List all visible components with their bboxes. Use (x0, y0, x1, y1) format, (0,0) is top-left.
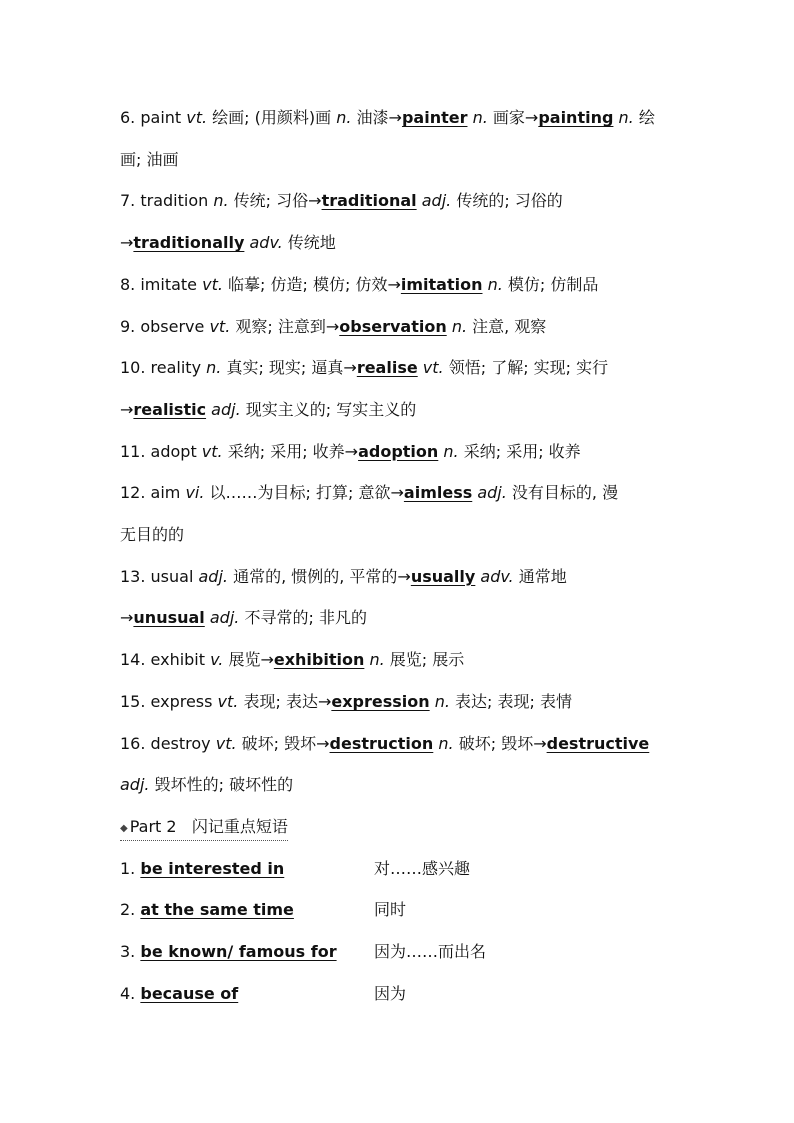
phrase-row (120, 973, 676, 1015)
part-of-speech: n. (472, 108, 488, 127)
derived-word: exhibition (273, 650, 365, 670)
entry-line (120, 556, 676, 598)
entry-line (120, 180, 676, 222)
phrase-list (120, 848, 676, 1015)
entry-line (120, 347, 676, 389)
entry-text: 传统; 习俗→ (228, 191, 322, 211)
entry-line (120, 306, 676, 348)
derived-word: destructive (546, 733, 650, 753)
part-of-speech: n. (618, 108, 634, 127)
entry-text: 10. reality (120, 358, 207, 378)
derived-word: painting (538, 108, 614, 127)
entry-text: 模仿; 仿制品 (502, 274, 599, 294)
phrase-text: be interested in (140, 858, 285, 878)
derived-word: imitation (400, 274, 483, 294)
entry-text: 以……为目标; 打算; 意欲→ (204, 483, 404, 503)
entry-text: → (120, 233, 134, 253)
phrase-row (120, 931, 676, 973)
vocabulary-list (120, 97, 676, 806)
derived-word: expression (331, 691, 430, 711)
entry-text: 画家→ (487, 108, 539, 127)
entry-text: 16. destroy (120, 733, 216, 753)
derived-word: unusual (133, 608, 205, 628)
entry-text: 传统的; 习俗的 (451, 191, 563, 211)
part-of-speech: adj. (211, 399, 241, 419)
entry-line (120, 97, 676, 139)
entry-line (120, 681, 676, 723)
part-of-speech: vt. (215, 733, 237, 753)
part-of-speech: vt. (202, 274, 223, 294)
entry-text: 观察; 注意到→ (230, 316, 340, 336)
section-part-label: Part 2 (129, 816, 177, 836)
entry-text: 传统地 (282, 233, 336, 253)
section-heading (120, 806, 676, 848)
entry-line (120, 389, 676, 431)
part-of-speech: n. (369, 650, 385, 670)
entry-text: 6. paint (120, 108, 187, 127)
entry-text: 绘画; (用颜料)画 (207, 108, 337, 127)
entry-text: → (120, 399, 134, 419)
part-of-speech: vt. (217, 691, 239, 711)
phrase-number: 2. (120, 900, 136, 920)
part-of-speech: n. (336, 108, 352, 127)
vocab-entry (120, 264, 676, 306)
entry-text: 油漆→ (351, 108, 402, 127)
entry-text: 14. exhibit (120, 650, 211, 670)
phrase-row (120, 889, 676, 931)
document-page (120, 97, 676, 1014)
phrase-text: be known/ famous for (140, 942, 337, 962)
entry-line (120, 514, 676, 556)
entry-text: 12. aim (120, 483, 186, 503)
diamond-bullet-icon: ◆ (120, 822, 128, 834)
entry-text: 9. observe (120, 316, 210, 336)
entry-text: 7. tradition (120, 191, 214, 211)
entry-text: 注意, 观察 (467, 316, 547, 336)
entry-text: 不寻常的; 非凡的 (239, 608, 367, 628)
phrase-english (120, 889, 294, 931)
derived-word: observation (339, 316, 447, 336)
part-of-speech: adj. (120, 775, 150, 795)
entry-text: 真实; 现实; 逼真→ (221, 358, 357, 378)
part-of-speech: adj. (209, 608, 240, 628)
entry-text: 没有目标的, 漫 (506, 483, 619, 503)
part-of-speech: adj. (198, 566, 228, 586)
vocab-entry (120, 723, 676, 806)
part-of-speech: n. (438, 733, 454, 753)
vocab-entry (120, 97, 676, 180)
derived-word: usually (410, 566, 476, 586)
phrase-meaning: 因为 (374, 983, 407, 1003)
vocab-entry (120, 180, 676, 263)
entry-text: 8. imitate (120, 274, 203, 294)
entry-line (120, 431, 676, 473)
entry-text: 采纳; 采用; 收养 (458, 441, 581, 461)
phrase-text: because of (140, 983, 239, 1003)
derived-word: traditionally (133, 233, 245, 253)
part-of-speech: n. (213, 191, 229, 211)
entry-text: 11. adopt (120, 441, 202, 461)
phrase-english (120, 973, 238, 1015)
entry-line (120, 723, 676, 765)
entry-line (120, 764, 676, 806)
part-of-speech: adv. (480, 566, 514, 586)
vocab-entry (120, 306, 676, 348)
entry-text: 破坏; 毁坏→ (236, 733, 330, 753)
entry-text: 临摹; 仿造; 模仿; 仿效→ (222, 274, 401, 294)
part-of-speech: vt. (186, 108, 208, 127)
entry-text: 展览→ (223, 650, 274, 670)
vocab-entry (120, 347, 676, 430)
entry-text: 绘 (633, 108, 655, 127)
phrase-english (120, 848, 284, 890)
part-of-speech: vt. (209, 316, 231, 336)
entry-text: 15. express (120, 691, 218, 711)
entry-text: 领悟; 了解; 实现; 实行 (443, 358, 609, 378)
derived-word: adoption (358, 441, 439, 461)
entry-text: 采纳; 采用; 收养→ (222, 441, 359, 461)
entry-text: 通常的, 惯例的, 平常的→ (227, 566, 411, 586)
vocab-entry (120, 472, 676, 555)
phrase-english (120, 931, 337, 973)
part-of-speech: adj. (421, 191, 452, 211)
phrase-number: 3. (120, 942, 136, 962)
part-of-speech: n. (451, 316, 468, 336)
derived-word: realistic (133, 399, 207, 419)
entry-line (120, 264, 676, 306)
part-of-speech: adj. (477, 483, 507, 503)
part-of-speech: n. (206, 358, 222, 378)
entry-line (120, 639, 676, 681)
entry-text: 展览; 展示 (384, 650, 465, 670)
part-of-speech: vt. (422, 358, 444, 378)
vocab-entry (120, 431, 676, 473)
part-of-speech: v. (210, 650, 224, 670)
entry-text: 无目的的 (120, 525, 185, 545)
entry-text: 表现; 表达→ (238, 691, 332, 711)
vocab-entry (120, 681, 676, 723)
entry-text: 破坏; 毁坏→ (453, 733, 547, 753)
entry-line (120, 222, 676, 264)
entry-text: → (120, 608, 134, 628)
entry-text: 毁坏性的; 破坏性的 (149, 775, 294, 795)
part-of-speech: n. (487, 274, 503, 294)
phrase-meaning: 同时 (374, 900, 407, 920)
vocab-entry (120, 639, 676, 681)
derived-word: painter (401, 108, 468, 127)
entry-text: 通常地 (513, 566, 567, 586)
part-of-speech: vt. (201, 441, 223, 461)
entry-text: 画; 油画 (120, 149, 179, 169)
vocab-entry (120, 556, 676, 639)
section-title: 闪记重点短语 (191, 816, 288, 836)
phrase-text: at the same time (140, 900, 294, 920)
derived-word: destruction (329, 733, 434, 753)
entry-line (120, 472, 676, 514)
entry-text: 表达; 表现; 表情 (449, 691, 573, 711)
phrase-meaning: 因为……而出名 (374, 942, 487, 962)
entry-text: 现实主义的; 写实主义的 (240, 399, 417, 419)
derived-word: realise (356, 358, 418, 378)
entry-line (120, 139, 676, 181)
derived-word: traditional (321, 191, 417, 211)
part-of-speech: adv. (249, 233, 283, 253)
entry-text: 13. usual (120, 566, 199, 586)
part-of-speech: vi. (185, 483, 205, 503)
entry-line (120, 597, 676, 639)
phrase-number: 4. (120, 983, 136, 1003)
derived-word: aimless (403, 483, 473, 503)
part-of-speech: n. (443, 441, 459, 461)
part-of-speech: n. (434, 691, 450, 711)
phrase-row (120, 848, 676, 890)
phrase-number: 1. (120, 858, 136, 878)
phrase-meaning: 对……感兴趣 (374, 858, 471, 878)
